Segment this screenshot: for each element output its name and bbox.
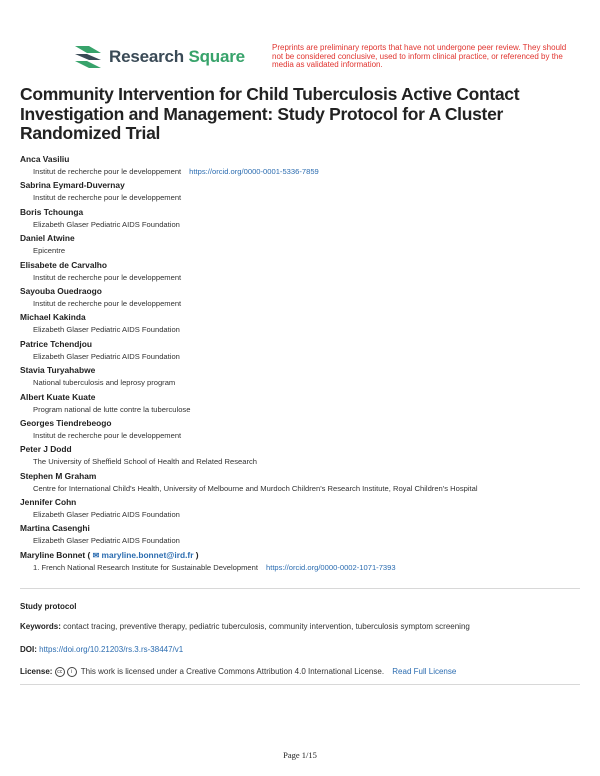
author-name-line: [20, 444, 590, 456]
logo-text-research: Research: [109, 47, 184, 66]
author-affiliation-line: [20, 562, 590, 573]
doi-label: DOI:: [20, 645, 37, 654]
author-name: Boris Tchounga: [20, 206, 84, 217]
author-name: Georges Tiendrebeogo: [20, 417, 112, 428]
author-name-line: [20, 233, 590, 245]
author-name-line: [20, 286, 590, 298]
author-name: Sayouba Ouedraogo: [20, 285, 102, 296]
preprint-header: [0, 0, 600, 80]
author-name: Sabrina Eymard-Duvernay: [20, 180, 125, 191]
research-square-logo-icon: [75, 46, 101, 68]
author-name: Stavia Turyahabwe: [20, 365, 96, 376]
author-affiliation: The University of Sheffield School of Health and Related Research: [33, 457, 258, 467]
author-name: Martina Casenghi: [20, 523, 90, 534]
article-type: Study protocol: [20, 602, 77, 611]
author-name: Jennifer Cohn: [20, 497, 77, 508]
author-name: Maryline Bonnet: [20, 549, 86, 560]
author-name: Peter J Dodd: [20, 444, 72, 455]
author-entry: [20, 312, 590, 338]
mail-icon: ✉: [92, 550, 102, 560]
author-name: Stephen M Graham: [20, 470, 97, 481]
author-name: Albert Kuate Kuate: [20, 391, 96, 402]
cc-icon: cc: [55, 667, 65, 677]
author-affiliation: Institut de recherche pour le developpement: [33, 193, 182, 203]
author-name: Patrice Tchendjou: [20, 338, 92, 349]
author-name-line: [20, 418, 590, 430]
author-affiliation: Elizabeth Glaser Pediatric AIDS Foundation: [33, 219, 180, 229]
author-name-line: [20, 550, 590, 562]
author-affiliation: Institut de recherche pour le developpement: [33, 167, 182, 176]
author-entry: [20, 207, 590, 233]
author-affiliation: Elizabeth Glaser Pediatric AIDS Foundation: [33, 536, 180, 546]
author-entry: [20, 365, 590, 391]
logo-text: [109, 47, 245, 67]
keywords-line: [20, 622, 470, 631]
author-affiliation-line: [20, 324, 590, 335]
author-affiliation: National tuberculosis and leprosy program: [33, 378, 176, 388]
author-entry: [20, 471, 590, 497]
orcid-link[interactable]: https://orcid.org/0000-0002-1071-7393: [265, 562, 396, 572]
author-name: Elisabete de Carvalho: [20, 259, 108, 270]
page-number: Page 1/15: [283, 750, 317, 760]
author-affiliation-line: [20, 509, 590, 520]
logo-text-square: Square: [188, 47, 245, 66]
author-entry: [20, 339, 590, 365]
author-affiliation-line: [20, 535, 590, 546]
author-name-line: [20, 180, 590, 192]
author-affiliation-line: [20, 430, 590, 441]
author-list: [20, 154, 590, 576]
author-name-line: [20, 154, 590, 166]
author-entry: [20, 286, 590, 312]
author-affiliation: 1. French National Research Institute for Sustainable Development: [33, 562, 258, 572]
author-affiliation-line: [20, 377, 590, 388]
author-email-link[interactable]: maryline.bonnet@ird.fr: [101, 549, 194, 560]
author-name: Michael Kakinda: [20, 312, 86, 323]
doi-line: [20, 645, 183, 654]
author-entry: [20, 550, 590, 576]
author-name-line: [20, 339, 590, 351]
author-affiliation-line: [20, 192, 590, 203]
author-name-line: [20, 392, 590, 404]
author-affiliation-line: [20, 298, 590, 309]
author-affiliation-line: [20, 351, 590, 362]
author-affiliation: Epicentre: [33, 246, 66, 256]
orcid-link[interactable]: https://orcid.org/0000-0001-5336-7859: [189, 167, 319, 176]
research-square-logo[interactable]: [75, 46, 245, 68]
author-entry: [20, 444, 590, 470]
keywords-value: contact tracing, preventive therapy, pediatric tuberculosis, community intervention, tuberculosis symptom screening: [63, 622, 470, 631]
author-entry: [20, 392, 590, 418]
divider: [20, 684, 580, 685]
author-affiliation-line: [20, 245, 590, 256]
author-affiliation: Centre for International Child's Health, University of Melbourne and Murdoch Children's Research Institute, Royal Children's Hospital: [33, 483, 478, 493]
author-name-line: [20, 312, 590, 324]
paren: ): [193, 549, 199, 560]
license-line: [20, 667, 456, 677]
paper-title: Community Intervention for Child Tuberculosis Active Contact Investigation and Management: Study Protocol for A Cluster Randomized Trial: [20, 84, 520, 143]
keywords-label: Keywords:: [20, 622, 61, 631]
cc-by-icon: i: [67, 667, 77, 677]
author-affiliation-line: [20, 456, 590, 467]
author-name-line: [20, 523, 590, 535]
doi-link[interactable]: https://doi.org/10.21203/rs.3.rs-38447/v1: [39, 645, 184, 654]
author-affiliation: Elizabeth Glaser Pediatric AIDS Foundation: [33, 510, 180, 520]
author-entry: [20, 154, 590, 180]
paren: (: [85, 549, 93, 560]
author-entry: [20, 180, 590, 206]
author-affiliation-line: [20, 219, 590, 230]
author-name-line: [20, 497, 590, 509]
read-full-license-link[interactable]: Read Full License: [392, 667, 457, 677]
author-affiliation: Elizabeth Glaser Pediatric AIDS Foundation: [33, 351, 180, 361]
author-name-line: [20, 471, 590, 483]
author-entry: [20, 523, 590, 549]
author-affiliation: Elizabeth Glaser Pediatric AIDS Foundation: [33, 325, 180, 335]
author-entry: [20, 233, 590, 259]
author-entry: [20, 260, 590, 286]
author-affiliation-line: [20, 404, 590, 415]
preprint-disclaimer: Preprints are preliminary reports that have not undergone peer review. They should not be considered conclusive, used to inform clinical practice, or referenced by the media as validated information.: [272, 43, 567, 70]
license-text: This work is licensed under a Creative Commons Attribution 4.0 International License.: [80, 667, 385, 677]
author-affiliation: Institut de recherche pour le developpement: [33, 272, 182, 282]
author-affiliation: Institut de recherche pour le developpement: [33, 298, 182, 308]
author-affiliation-line: [20, 272, 590, 283]
author-affiliation-line: [20, 483, 590, 494]
author-affiliation-line: [20, 166, 590, 177]
author-name: Anca Vasiliu: [20, 154, 70, 164]
license-label: License:: [20, 667, 53, 677]
author-entry: [20, 418, 590, 444]
author-name-line: [20, 207, 590, 219]
author-name-line: [20, 365, 590, 377]
divider: [20, 588, 580, 589]
author-affiliation: Program national de lutte contre la tuberculose: [33, 404, 191, 414]
author-name-line: [20, 260, 590, 272]
author-entry: [20, 497, 590, 523]
author-affiliation: Institut de recherche pour le developpement: [33, 430, 182, 440]
author-name: Daniel Atwine: [20, 233, 75, 244]
